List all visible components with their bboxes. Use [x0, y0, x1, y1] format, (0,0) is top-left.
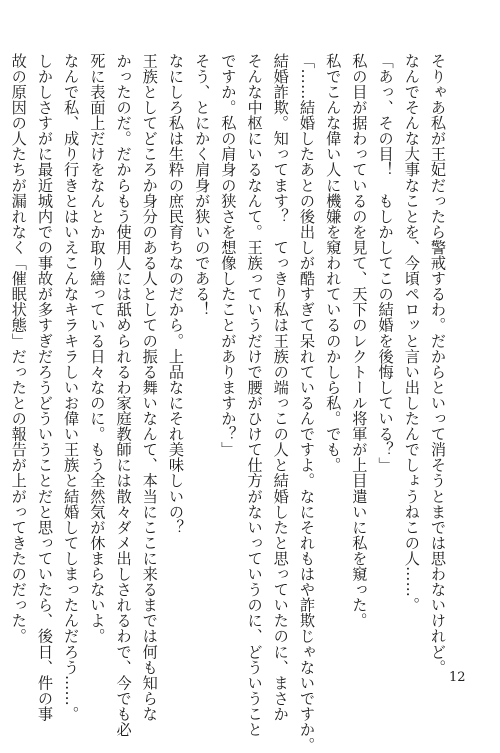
- text-line: 結婚詐欺。知ってます？ てっきり私は王族の端っこの人と結婚したと思っていたのに、まさか: [271, 53, 290, 722]
- text-line: 私の目が据わっているのを見て、天下のレクトール将軍が上目遣いに私を窺った。: [350, 53, 369, 629]
- text-line: 死に表面上だけをなんとか取り繕っている日々なのに。もう全然気が休まらないよ。: [88, 53, 107, 644]
- text-line: 私でこんな偉い人に機嫌を窺われているのかしら私。でも。: [324, 53, 343, 473]
- text-line: ですか。私の肩身の狭さを想像したことがありますか？」: [219, 53, 238, 458]
- text-line: なんでそんな大事なことを、今頃ペロッと言い出したんでしょうねこの人……。: [402, 53, 421, 613]
- vertical-text-body: [6, 53, 451, 753]
- text-line: しかしさすがに最近城内での事故が多すぎだろうどういうことだと思っていたら、後日、件の事: [35, 53, 54, 722]
- text-line: そりゃあ私が王妃だったら警戒するわ。だからといって消そうとまでは思わないけれど。: [429, 53, 447, 675]
- page-number: 12: [449, 670, 466, 685]
- text-line: かったのだ。だからもう使用人には舐められるわ家庭教師には散々ダメ出しされるわで、今でも必: [114, 53, 133, 738]
- text-line: そんな中枢にいるなんて。王族っていうだけで腰がひけて仕方がないっていうのに、どういうこと: [245, 53, 264, 738]
- text-line: 「……結婚したあとの後出しが酷すぎて呆れているんですよ。なにそれもはや詐欺じゃないですか。: [297, 53, 316, 753]
- text-line: なんで私、成り行きとはいえこんなキラキラしいお偉い王族と結婚してしまったんだろう……。: [62, 53, 81, 722]
- text-line: なにしろ私は生粋の庶民育ちなのだから。上品なにそれ美味しいの？: [166, 53, 185, 536]
- text-line: 王族としてどころか身分のある人としての振る舞いなんて、本当にここに来るまでは何も知らな: [140, 53, 159, 722]
- text-line: そう、とにかく肩身が狭いのである！: [193, 53, 212, 318]
- text-line: 故の原因の人たちが漏れなく「催眠状態」だったとの報告が上がってきたのだった。: [9, 53, 28, 644]
- text-line: 「あっ、その目！ もしかしてこの結婚を後悔している？」: [376, 53, 395, 473]
